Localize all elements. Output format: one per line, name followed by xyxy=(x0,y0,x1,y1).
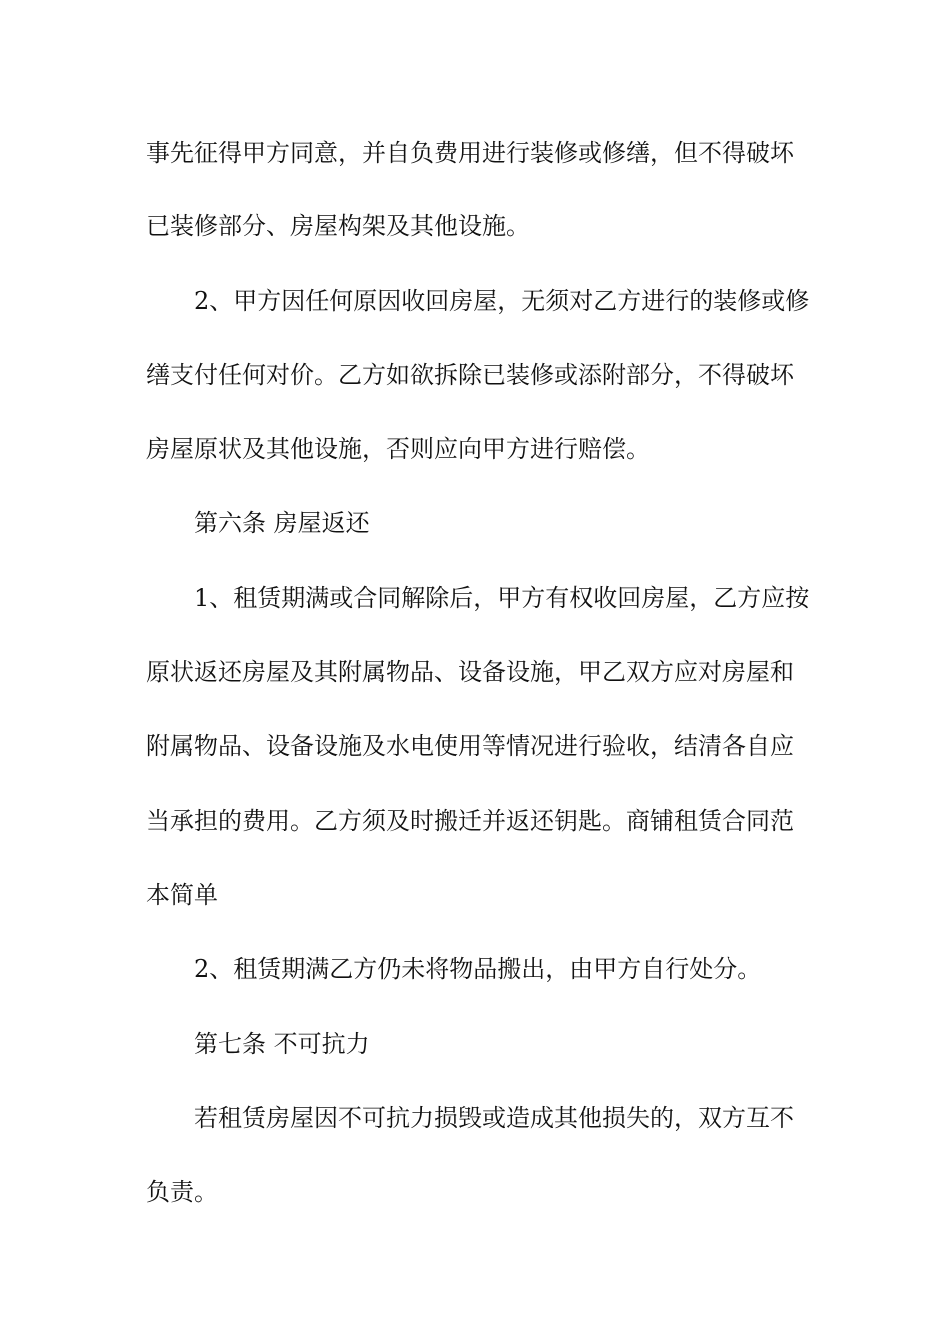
paragraph-line: 本简单 xyxy=(146,881,218,909)
paragraph-line: 2、租赁期满乙方仍未将物品搬出，由甲方自行处分。 xyxy=(194,955,762,983)
paragraph-line: 已装修部分、房屋构架及其他设施。 xyxy=(146,212,530,240)
paragraph-line: 2、甲方因任何原因收回房屋，无须对乙方进行的装修或修 xyxy=(194,287,810,315)
section-heading: 第七条 不可抗力 xyxy=(194,1030,370,1058)
paragraph-line: 原状返还房屋及其附属物品、设备设施，甲乙双方应对房屋和 xyxy=(146,658,794,686)
paragraph-line: 若租赁房屋因不可抗力损毁或造成其他损失的，双方互不 xyxy=(194,1104,794,1132)
paragraph-line: 事先征得甲方同意，并自负费用进行装修或修缮，但不得破坏 xyxy=(146,139,794,167)
paragraph-line: 负责。 xyxy=(146,1178,218,1206)
paragraph-line: 缮支付任何对价。乙方如欲拆除已装修或添附部分，不得破坏 xyxy=(146,361,794,389)
paragraph-line: 附属物品、设备设施及水电使用等情况进行验收，结清各自应 xyxy=(146,732,794,760)
section-heading: 第六条 房屋返还 xyxy=(194,509,370,537)
paragraph-line: 1、租赁期满或合同解除后，甲方有权收回房屋，乙方应按 xyxy=(194,584,810,612)
paragraph-line: 当承担的费用。乙方须及时搬迁并返还钥匙。商铺租赁合同范 xyxy=(146,807,794,835)
paragraph-line: 房屋原状及其他设施，否则应向甲方进行赔偿。 xyxy=(146,435,650,463)
